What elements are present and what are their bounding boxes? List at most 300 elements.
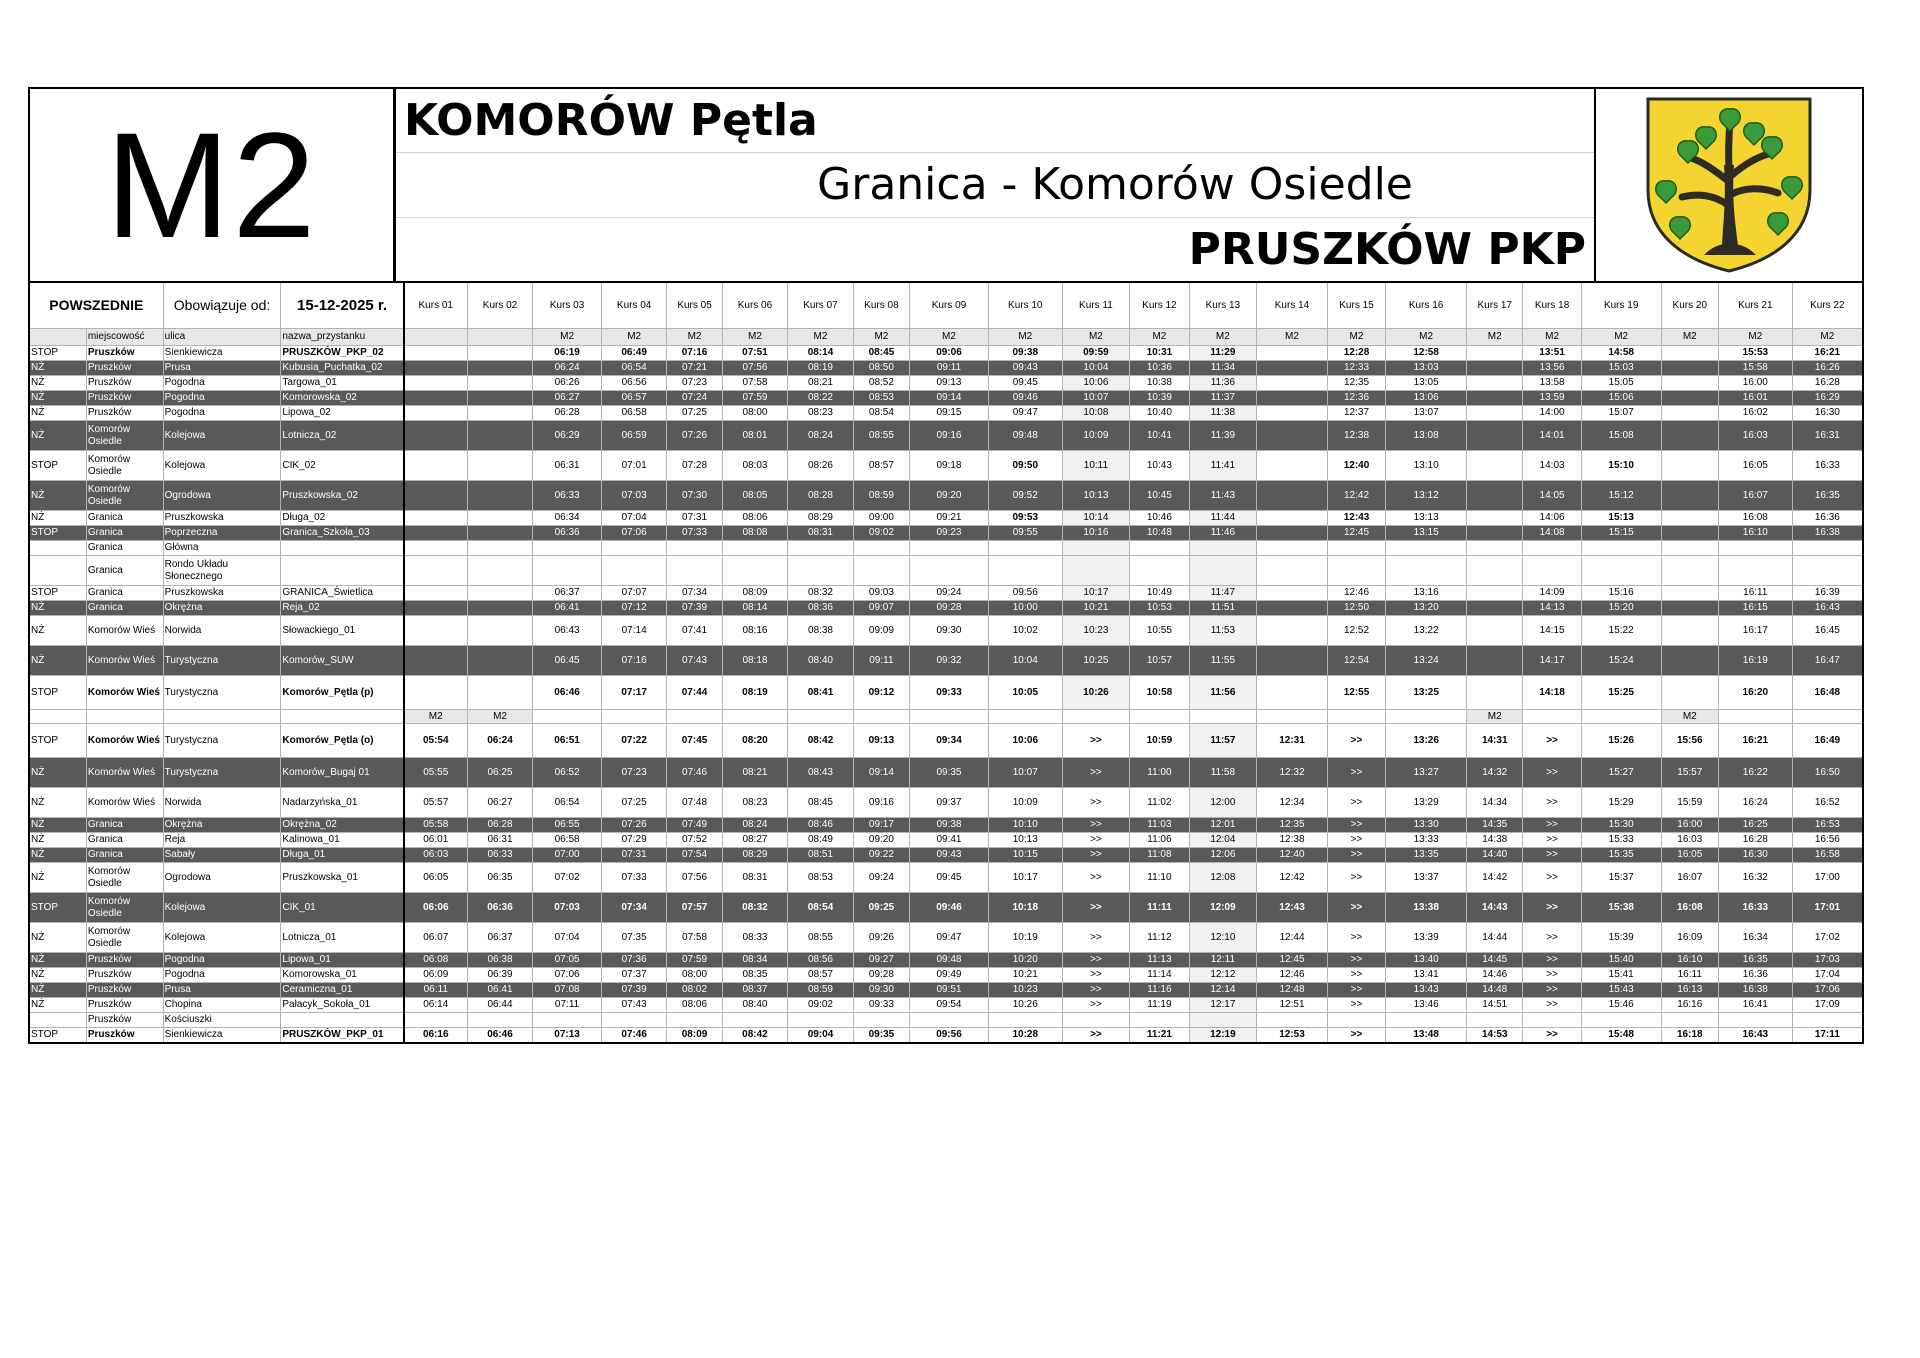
departure-time	[1718, 556, 1792, 586]
departure-time: 16:15	[1718, 601, 1792, 616]
street-name: Pogodna	[163, 376, 281, 391]
departure-time: 07:58	[722, 376, 788, 391]
line-label	[788, 710, 854, 724]
departure-time: >>	[1523, 998, 1581, 1013]
street-name: Kościuszki	[163, 1013, 281, 1028]
stop-type: NŻ	[29, 923, 86, 953]
departure-time: >>	[1327, 758, 1385, 788]
departure-time: 07:59	[667, 953, 722, 968]
departure-time: 10:28	[988, 1028, 1062, 1043]
town-name: Komorów Wieś	[86, 616, 163, 646]
departure-time: 11:44	[1189, 511, 1257, 526]
town-name: Komorów Osiedle	[86, 893, 163, 923]
departure-time: 09:48	[988, 421, 1062, 451]
departure-time: 11:13	[1130, 953, 1189, 968]
departure-time	[1661, 361, 1718, 376]
departure-time: 16:22	[1718, 758, 1792, 788]
departure-time: 11:11	[1130, 893, 1189, 923]
departure-time: 11:51	[1189, 601, 1257, 616]
departure-time: 09:32	[910, 646, 989, 676]
departure-time: 08:31	[722, 863, 788, 893]
departure-time: 07:24	[667, 391, 722, 406]
outbound-stop-row	[29, 586, 1863, 601]
departure-time: 16:28	[1792, 376, 1863, 391]
departure-time: 17:02	[1792, 923, 1863, 953]
line-label: M2	[1257, 329, 1328, 346]
departure-time: 08:02	[667, 983, 722, 998]
departure-time: 06:37	[467, 923, 533, 953]
stop-name: Komorów_Pętla (p)	[281, 676, 404, 710]
departure-time: 08:22	[788, 391, 854, 406]
departure-time	[467, 1013, 533, 1028]
town-name: Komorów Wieś	[86, 646, 163, 676]
departure-time: 08:31	[788, 526, 854, 541]
stop-name: Ceramiczna_01	[281, 983, 404, 998]
departure-time	[1257, 346, 1328, 361]
departure-time: 07:11	[533, 998, 602, 1013]
departure-time: 07:03	[533, 893, 602, 923]
departure-time: 08:38	[788, 616, 854, 646]
departure-time: 06:38	[467, 953, 533, 968]
departure-time: 07:12	[601, 601, 667, 616]
departure-time: 06:43	[533, 616, 602, 646]
departure-time: 14:06	[1523, 511, 1581, 526]
departure-time: 16:02	[1718, 406, 1792, 421]
departure-time	[1661, 451, 1718, 481]
departure-time: 09:20	[910, 481, 989, 511]
departure-time: 07:02	[533, 863, 602, 893]
departure-time: 12:45	[1257, 953, 1328, 968]
departure-time: 09:26	[853, 923, 909, 953]
departure-time	[988, 556, 1062, 586]
departure-time: 06:41	[533, 601, 602, 616]
departure-time: 09:35	[910, 758, 989, 788]
departure-time: 11:29	[1189, 346, 1257, 361]
stop-type: NŻ	[29, 481, 86, 511]
street-name: Kolejowa	[163, 893, 281, 923]
departure-time: 12:42	[1327, 481, 1385, 511]
departure-time: 07:31	[667, 511, 722, 526]
departure-time: 16:03	[1661, 833, 1718, 848]
departure-time: 06:31	[467, 833, 533, 848]
departure-time: 15:12	[1581, 481, 1661, 511]
departure-time: 14:15	[1523, 616, 1581, 646]
departure-time: 11:12	[1130, 923, 1189, 953]
departure-time: 12:48	[1257, 983, 1328, 998]
departure-time: 07:00	[533, 848, 602, 863]
departure-time	[1257, 676, 1328, 710]
departure-time: 07:43	[667, 646, 722, 676]
street-name: Turystyczna	[163, 758, 281, 788]
kurs-header: Kurs 10	[988, 282, 1062, 329]
departure-time: 07:51	[722, 346, 788, 361]
departure-time	[1467, 1013, 1523, 1028]
departure-time: 06:33	[467, 848, 533, 863]
departure-time: 09:48	[910, 953, 989, 968]
departure-time: 09:16	[910, 421, 989, 451]
line-label: M2	[853, 329, 909, 346]
departure-time	[1257, 601, 1328, 616]
departure-time	[1467, 406, 1523, 421]
departure-time: >>	[1327, 923, 1385, 953]
departure-time: 15:03	[1581, 361, 1661, 376]
departure-time: 13:10	[1386, 451, 1467, 481]
departure-time: 07:34	[601, 893, 667, 923]
departure-time: 14:46	[1467, 968, 1523, 983]
departure-time: 06:24	[467, 724, 533, 758]
departure-time: 12:11	[1189, 953, 1257, 968]
departure-time: 10:39	[1130, 391, 1189, 406]
departure-time	[533, 556, 602, 586]
departure-time: 14:48	[1467, 983, 1523, 998]
departure-time: 10:48	[1130, 526, 1189, 541]
departure-time: 14:51	[1467, 998, 1523, 1013]
departure-time	[1257, 481, 1328, 511]
kurs-header: Kurs 09	[910, 282, 989, 329]
departure-time: 12:01	[1189, 818, 1257, 833]
departure-time: 15:38	[1581, 893, 1661, 923]
departure-time: 08:55	[853, 421, 909, 451]
departure-time: 06:46	[467, 1028, 533, 1043]
departure-time: 16:17	[1718, 616, 1792, 646]
departure-time: 09:11	[853, 646, 909, 676]
departure-time: 14:17	[1523, 646, 1581, 676]
departure-time: 16:01	[1718, 391, 1792, 406]
departure-time: 08:32	[722, 893, 788, 923]
kurs-header: Kurs 05	[667, 282, 722, 329]
line-label: M2	[1661, 329, 1718, 346]
departure-time: 07:49	[667, 818, 722, 833]
stop-type: NŻ	[29, 788, 86, 818]
return-stop-row	[29, 724, 1863, 758]
departure-time	[404, 376, 467, 391]
departure-time: 08:34	[722, 953, 788, 968]
departure-time: 08:57	[853, 451, 909, 481]
town-name: Pruszków	[86, 998, 163, 1013]
spacer-cell	[86, 710, 163, 724]
departure-time: 09:13	[853, 724, 909, 758]
town-name: Granica	[86, 556, 163, 586]
outbound-stop-row	[29, 511, 1863, 526]
departure-time: 12:00	[1189, 788, 1257, 818]
departure-time: 14:08	[1523, 526, 1581, 541]
line-label: M2	[1327, 329, 1385, 346]
departure-time: 12:53	[1257, 1028, 1328, 1043]
departure-time: 10:25	[1062, 646, 1130, 676]
departure-time: 12:50	[1327, 601, 1385, 616]
line-label: M2	[533, 329, 602, 346]
stop-name: PRUSZKÓW_PKP_01	[281, 1028, 404, 1043]
departure-time: 09:41	[910, 833, 989, 848]
departure-time: 10:07	[1062, 391, 1130, 406]
departure-time: 06:24	[533, 361, 602, 376]
street-name: Pogodna	[163, 968, 281, 983]
stop-type: STOP	[29, 451, 86, 481]
departure-time: 12:40	[1257, 848, 1328, 863]
departure-time: 09:38	[988, 346, 1062, 361]
departure-time	[1386, 1013, 1467, 1028]
departure-time: 15:37	[1581, 863, 1661, 893]
departure-time	[1189, 1013, 1257, 1028]
line-label: M2	[601, 329, 667, 346]
town-name: Pruszków	[86, 968, 163, 983]
departure-time: 11:36	[1189, 376, 1257, 391]
departure-time: 16:00	[1661, 818, 1718, 833]
departure-time: 07:57	[667, 893, 722, 923]
departure-time: 10:10	[988, 818, 1062, 833]
departure-time: 08:59	[853, 481, 909, 511]
departure-time: 10:57	[1130, 646, 1189, 676]
line-label: M2	[1467, 710, 1523, 724]
line-label: M2	[910, 329, 989, 346]
departure-time: 07:30	[667, 481, 722, 511]
stop-type: STOP	[29, 526, 86, 541]
departure-time: >>	[1327, 998, 1385, 1013]
line-label: M2	[1386, 329, 1467, 346]
departure-time: 06:29	[533, 421, 602, 451]
departure-time	[1661, 601, 1718, 616]
departure-time: 10:15	[988, 848, 1062, 863]
departure-time: 08:57	[788, 968, 854, 983]
departure-time: 09:20	[853, 833, 909, 848]
departure-time: 14:58	[1581, 346, 1661, 361]
departure-time: 07:23	[667, 376, 722, 391]
departure-time: 12:54	[1327, 646, 1385, 676]
departure-time: 06:25	[467, 758, 533, 788]
departure-time: 13:24	[1386, 646, 1467, 676]
departure-time: 12:10	[1189, 923, 1257, 953]
valid-from-label: Obowiązuje od:	[163, 282, 281, 329]
street-name: Reja	[163, 833, 281, 848]
departure-time: 07:56	[667, 863, 722, 893]
departure-time: 09:03	[853, 586, 909, 601]
departure-time: 13:29	[1386, 788, 1467, 818]
town-name: Komorów Wieś	[86, 788, 163, 818]
street-name: Ogrodowa	[163, 863, 281, 893]
departure-time: 07:16	[667, 346, 722, 361]
stop-name: Komorów_Bugaj 01	[281, 758, 404, 788]
departure-time: 13:46	[1386, 998, 1467, 1013]
departure-time	[533, 541, 602, 556]
departure-time	[988, 1013, 1062, 1028]
departure-time: 08:42	[722, 1028, 788, 1043]
line-label	[988, 710, 1062, 724]
departure-time: >>	[1327, 968, 1385, 983]
departure-time	[1523, 556, 1581, 586]
departure-time	[910, 556, 989, 586]
town-name: Pruszków	[86, 1028, 163, 1043]
departure-time	[1130, 556, 1189, 586]
departure-time: 08:43	[788, 758, 854, 788]
town-name: Granica	[86, 541, 163, 556]
departure-time	[601, 1013, 667, 1028]
departure-time: 07:59	[722, 391, 788, 406]
departure-time: >>	[1062, 848, 1130, 863]
departure-time: >>	[1327, 788, 1385, 818]
departure-time: 06:54	[601, 361, 667, 376]
town-name: Komorów Wieś	[86, 724, 163, 758]
departure-time	[1661, 346, 1718, 361]
departure-time: 09:28	[853, 968, 909, 983]
departure-time: 16:33	[1792, 451, 1863, 481]
departure-time: 16:38	[1718, 983, 1792, 998]
departure-time: 07:31	[601, 848, 667, 863]
stop-type: NŻ	[29, 376, 86, 391]
stop-type: STOP	[29, 586, 86, 601]
departure-time: 10:55	[1130, 616, 1189, 646]
departure-time: >>	[1523, 863, 1581, 893]
departure-time: 05:54	[404, 724, 467, 758]
departure-time: 16:35	[1792, 481, 1863, 511]
departure-time	[404, 646, 467, 676]
departure-time: 11:03	[1130, 818, 1189, 833]
outbound-stop-row	[29, 421, 1863, 451]
departure-time: 08:19	[788, 361, 854, 376]
line-label: M2	[1062, 329, 1130, 346]
departure-time: >>	[1327, 983, 1385, 998]
departure-time: 16:31	[1792, 421, 1863, 451]
departure-time: >>	[1062, 788, 1130, 818]
line-label	[1130, 710, 1189, 724]
departure-time: 13:33	[1386, 833, 1467, 848]
departure-time: 10:53	[1130, 601, 1189, 616]
departure-time: 09:46	[910, 893, 989, 923]
departure-time: 08:24	[788, 421, 854, 451]
departure-time: 11:58	[1189, 758, 1257, 788]
departure-time: >>	[1327, 724, 1385, 758]
departure-time: 10:11	[1062, 451, 1130, 481]
departure-time	[1130, 541, 1189, 556]
departure-time: >>	[1523, 848, 1581, 863]
departure-time: >>	[1327, 848, 1385, 863]
departure-time: 09:02	[853, 526, 909, 541]
departure-time: 15:59	[1661, 788, 1718, 818]
timetable-header	[28, 87, 1864, 281]
departure-time: 07:25	[601, 788, 667, 818]
departure-time: 09:24	[910, 586, 989, 601]
departure-time: >>	[1062, 833, 1130, 848]
departure-time	[1062, 556, 1130, 586]
return-stop-row	[29, 818, 1863, 833]
departure-time: 15:56	[1661, 724, 1718, 758]
street-name: Rondo Układu Słonecznego	[163, 556, 281, 586]
departure-time: 07:04	[533, 923, 602, 953]
departure-time	[1257, 406, 1328, 421]
return-stop-row	[29, 863, 1863, 893]
line-label: M2	[788, 329, 854, 346]
departure-time: 08:29	[722, 848, 788, 863]
departure-time: 16:34	[1718, 923, 1792, 953]
departure-time: 08:19	[722, 676, 788, 710]
departure-time: 16:05	[1718, 451, 1792, 481]
departure-time	[1467, 556, 1523, 586]
town-name: Pruszków	[86, 346, 163, 361]
departure-time: >>	[1523, 758, 1581, 788]
departure-time: >>	[1523, 923, 1581, 953]
departure-time	[1257, 616, 1328, 646]
departure-time: >>	[1523, 893, 1581, 923]
departure-time: 12:19	[1189, 1028, 1257, 1043]
departure-time: 15:48	[1581, 1028, 1661, 1043]
street-name: Pruszkowska	[163, 511, 281, 526]
line-label	[722, 710, 788, 724]
departure-time: 07:35	[601, 923, 667, 953]
departure-time: 06:01	[404, 833, 467, 848]
departure-time: 17:00	[1792, 863, 1863, 893]
departure-time: >>	[1327, 1028, 1385, 1043]
departure-time: 17:03	[1792, 953, 1863, 968]
stop-type: NŻ	[29, 758, 86, 788]
departure-time: 12:44	[1257, 923, 1328, 953]
departure-time: 08:00	[667, 968, 722, 983]
departure-time: 10:17	[988, 863, 1062, 893]
kurs-header: Kurs 14	[1257, 282, 1328, 329]
departure-time	[1581, 1013, 1661, 1028]
departure-time: >>	[1327, 953, 1385, 968]
departure-time: >>	[1523, 724, 1581, 758]
route-names	[396, 89, 1596, 281]
departure-time: 05:58	[404, 818, 467, 833]
departure-time: 06:39	[467, 968, 533, 983]
stop-type: STOP	[29, 676, 86, 710]
departure-time: 12:17	[1189, 998, 1257, 1013]
line-label	[467, 329, 533, 346]
departure-time: 07:23	[601, 758, 667, 788]
departure-time: 13:59	[1523, 391, 1581, 406]
departure-time: 08:01	[722, 421, 788, 451]
departure-time: 07:45	[667, 724, 722, 758]
street-name: Pogodna	[163, 406, 281, 421]
departure-time: 06:14	[404, 998, 467, 1013]
return-stop-row	[29, 893, 1863, 923]
departure-time	[404, 391, 467, 406]
departure-time: 07:13	[533, 1028, 602, 1043]
line-number: M2	[30, 89, 396, 281]
departure-time: 11:00	[1130, 758, 1189, 788]
departure-time: >>	[1523, 818, 1581, 833]
stop-name: Pałacyk_Sokoła_01	[281, 998, 404, 1013]
departure-time: 16:56	[1792, 833, 1863, 848]
departure-time	[1189, 556, 1257, 586]
departure-time: 07:25	[667, 406, 722, 421]
departure-time: 10:21	[988, 968, 1062, 983]
departure-time	[404, 361, 467, 376]
departure-time: 14:05	[1523, 481, 1581, 511]
departure-time: 10:20	[988, 953, 1062, 968]
return-stop-row	[29, 788, 1863, 818]
departure-time: 10:16	[1062, 526, 1130, 541]
departure-time: 09:17	[853, 818, 909, 833]
stop-type	[29, 1013, 86, 1028]
departure-time	[404, 406, 467, 421]
departure-time: 16:09	[1661, 923, 1718, 953]
departure-time: 07:06	[601, 526, 667, 541]
departure-time: 13:22	[1386, 616, 1467, 646]
departure-time: 05:55	[404, 758, 467, 788]
departure-time	[1467, 541, 1523, 556]
departure-time: 11:06	[1130, 833, 1189, 848]
departure-time	[667, 541, 722, 556]
departure-time: 06:34	[533, 511, 602, 526]
stop-name: Pruszkowska_01	[281, 863, 404, 893]
departure-time	[1467, 421, 1523, 451]
departure-time	[467, 601, 533, 616]
departure-time	[1467, 526, 1523, 541]
return-stop-row	[29, 983, 1863, 998]
departure-time: 16:50	[1792, 758, 1863, 788]
departure-time: 14:35	[1467, 818, 1523, 833]
departure-time: >>	[1062, 1028, 1130, 1043]
